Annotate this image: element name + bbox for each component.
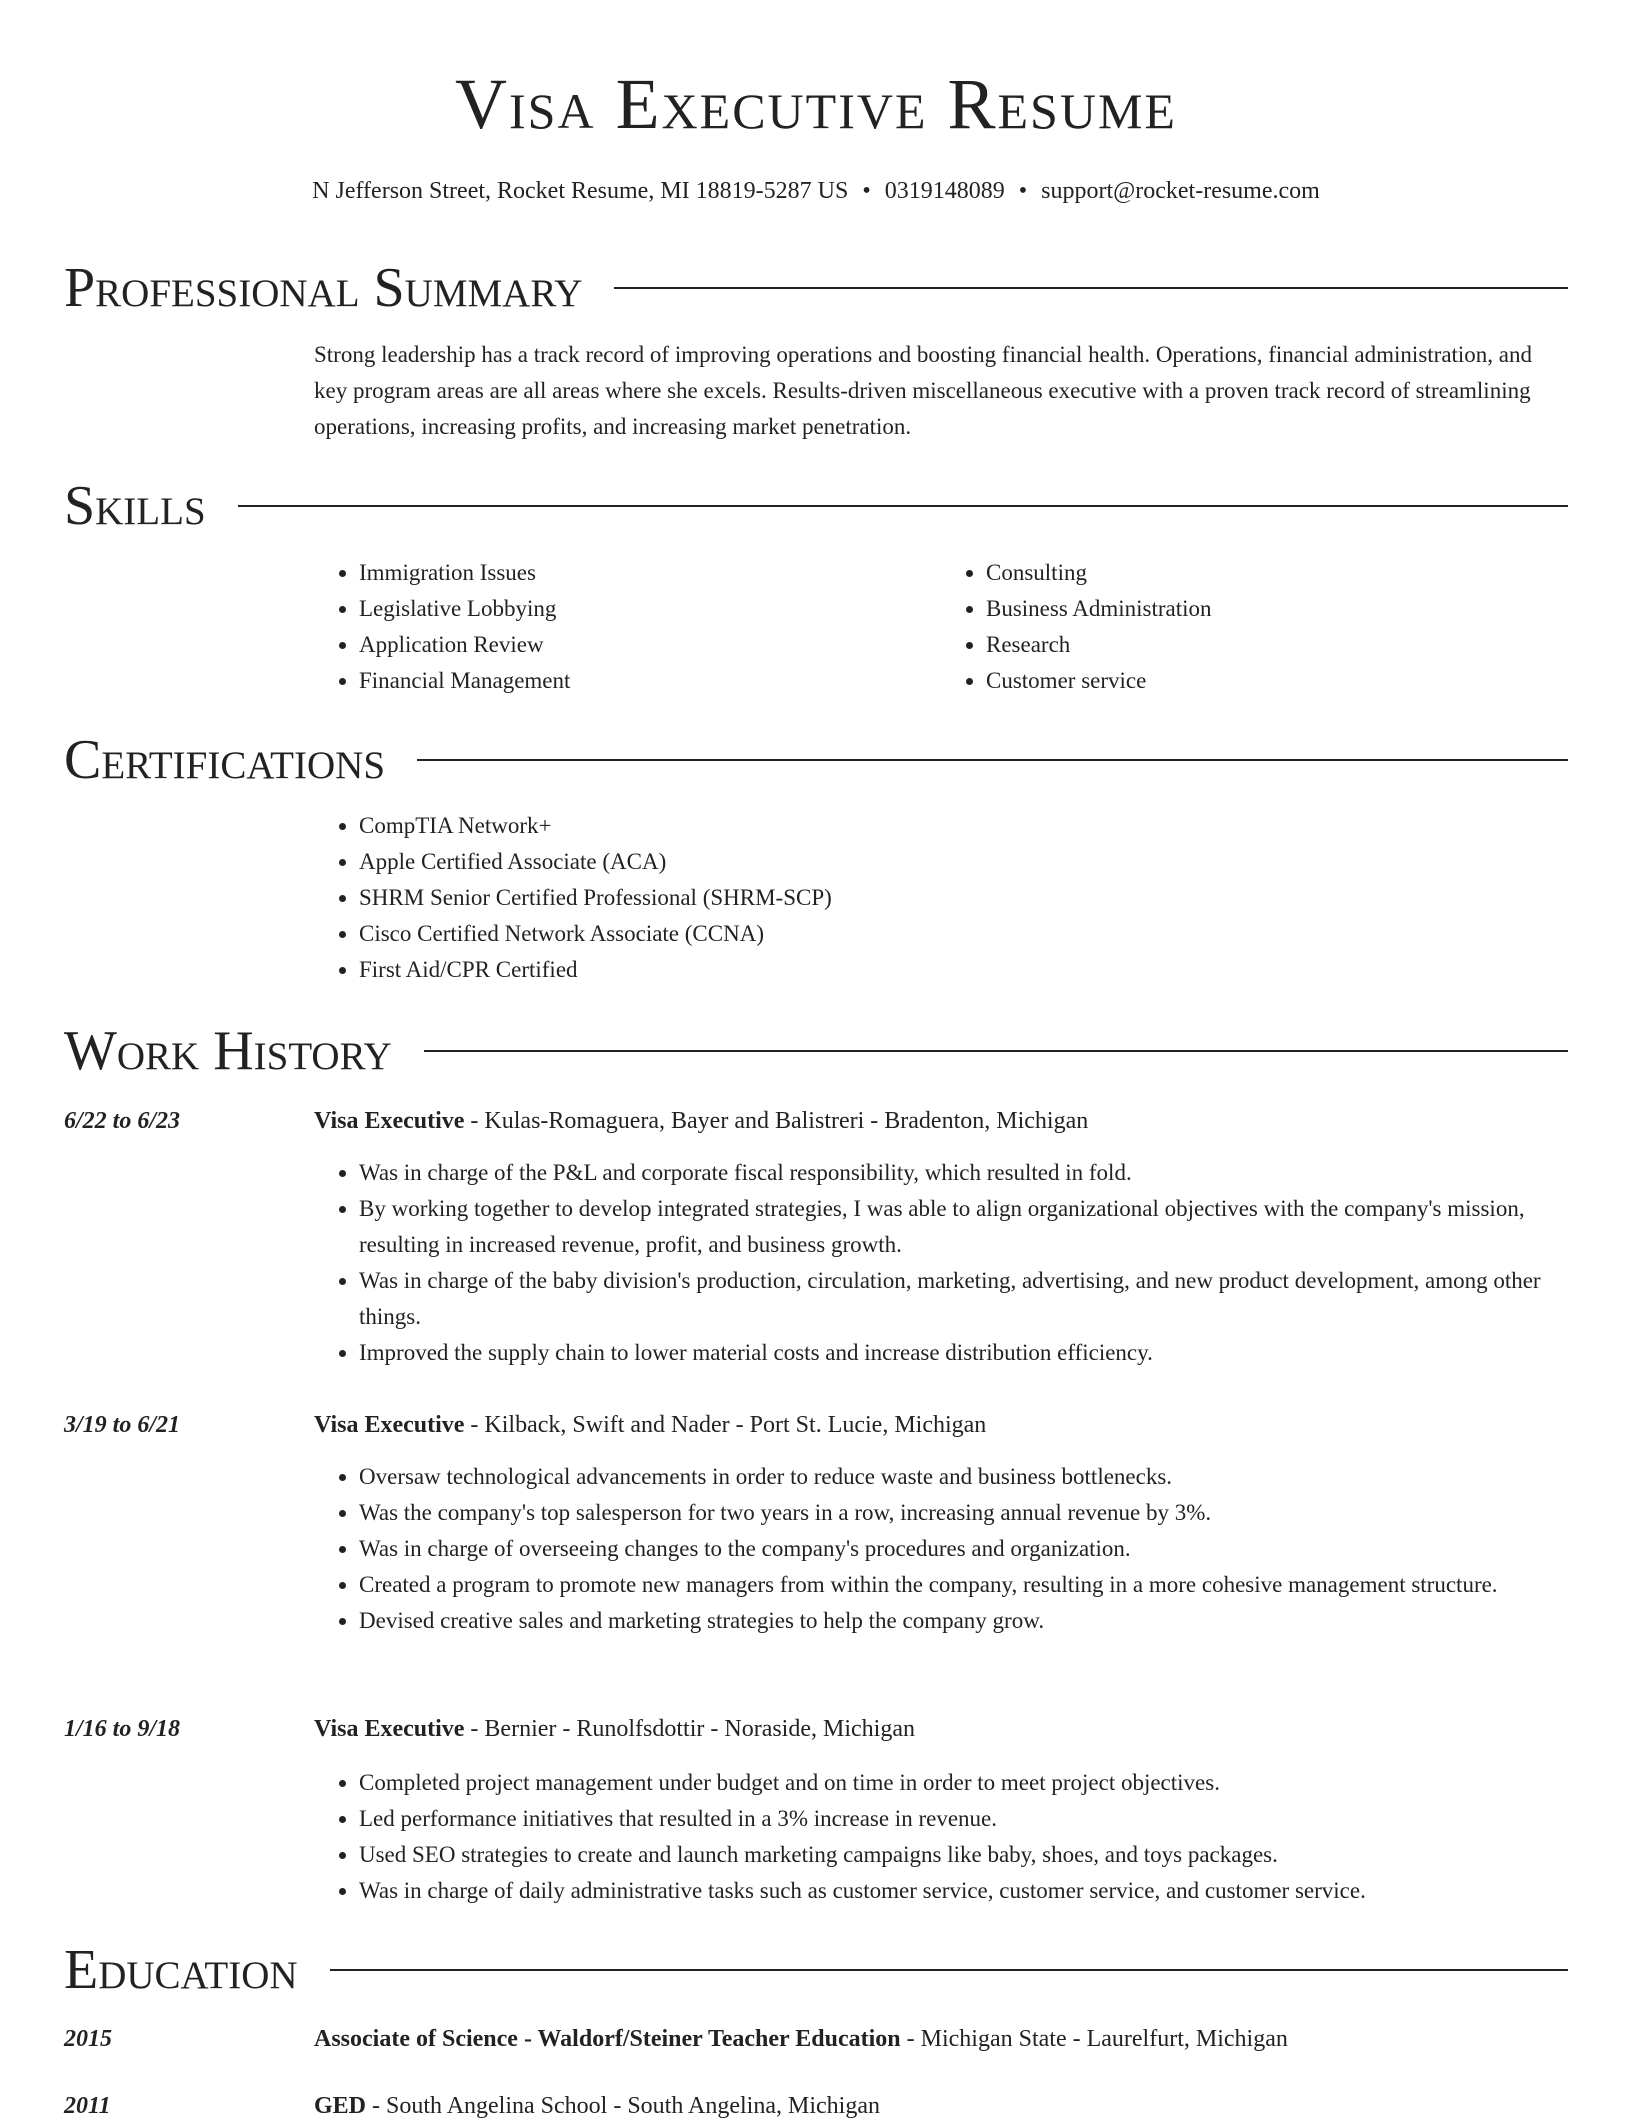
summary-section-header (64, 256, 1568, 320)
job-details: - Bernier - Runolfsdottir - Noraside, Michigan (464, 1716, 915, 1742)
section-title-certifications: Certifications (64, 729, 386, 791)
section-divider (614, 287, 1568, 289)
job-heading (314, 1407, 1568, 1443)
certification-item: • SHRM Senior Certified Professional (SHRM-SCP) (359, 880, 1568, 916)
job-bullet: • By working together to develop integrated strategies, I was able to align organizational objectives with the company's mission, resulting in increased revenue, profit, and business growth. (359, 1191, 1568, 1263)
contact-phone: 0319148089 (884, 178, 1005, 204)
skill-item: • Immigration Issues (359, 555, 941, 591)
job-heading (314, 1711, 1568, 1747)
certification-item: • CompTIA Network+ (359, 808, 1568, 844)
job-bullet: • Was in charge of overseeing changes to the company's procedures and organization. (359, 1531, 1568, 1567)
job-bullet: • Used SEO strategies to create and launch marketing campaigns like baby, shoes, and toys packages. (359, 1837, 1568, 1873)
job-dates: 1/16 to 9/18 (64, 1716, 181, 1742)
education-entry (314, 2021, 1568, 2057)
certification-item: • Cisco Certified Network Associate (CCNA) (359, 916, 1568, 952)
job-details: - Kulas-Romaguera, Bayer and Balistreri - Bradenton, Michigan (464, 1108, 1089, 1134)
job-bullet: • Was in charge of the baby division's production, circulation, marketing, advertising, and new product development, among other things. (359, 1263, 1568, 1335)
job-heading (314, 1103, 1568, 1139)
skill-item: • Application Review (359, 627, 941, 663)
work-section-header (64, 1019, 1568, 1083)
job-bullet: • Led performance initiatives that resulted in a 3% increase in revenue. (359, 1801, 1568, 1837)
job-title: Visa Executive (314, 1412, 465, 1438)
job-bullet: • Oversaw technological advancements in order to reduce waste and business bottlenecks. (359, 1459, 1568, 1495)
skill-item: • Customer service (986, 663, 1568, 699)
skills-list (314, 555, 1568, 699)
skill-item: • Consulting (986, 555, 1568, 591)
contact-email[interactable]: support@rocket-resume.com (1041, 178, 1320, 204)
skill-item: • Financial Management (359, 663, 941, 699)
job-bullets (314, 1459, 1568, 1639)
section-title-skills: Skills (64, 475, 206, 537)
section-divider (238, 505, 1568, 507)
contact-separator: • (862, 178, 871, 204)
education-entry (314, 2088, 1568, 2124)
education-section-header (64, 1938, 1568, 2002)
skills-section-header (64, 474, 1568, 538)
job-details: - Kilback, Swift and Nader - Port St. Lucie, Michigan (464, 1412, 987, 1438)
job-dates: 6/22 to 6/23 (64, 1108, 181, 1134)
skill-item: • Legislative Lobbying (359, 591, 941, 627)
job-bullet: • Improved the supply chain to lower material costs and increase distribution efficiency. (359, 1335, 1568, 1371)
contact-separator: • (1018, 178, 1028, 204)
certification-item: • Apple Certified Associate (ACA) (359, 844, 1568, 880)
skill-item: • Research (986, 627, 1568, 663)
job-bullet: • Was in charge of the P&L and corporate fiscal responsibility, which resulted in fold. (359, 1155, 1568, 1191)
contact-address: N Jefferson Street, Rocket Resume, MI 18819-5287 US (312, 178, 849, 204)
section-title-work: Work History (64, 1020, 392, 1082)
job-title: Visa Executive (314, 1716, 465, 1742)
education-year: 2011 (64, 2093, 111, 2119)
summary-text: Strong leadership has a track record of improving operations and boosting financial health. Operations, financial administration, and key program areas are all areas where she excels. Results-driven miscellaneous executive with a proven track record of streamlining operations, increasing profits, and increasing market penetration. (314, 342, 1533, 439)
contact-line (0, 175, 1632, 207)
education-degree: Associate of Science - Waldorf/Steiner Teacher Education (314, 2026, 901, 2052)
education-details: - South Angelina School - South Angelina, Michigan (366, 2093, 880, 2119)
section-title-education: Education (64, 1939, 298, 2001)
job-bullet: • Was in charge of daily administrative tasks such as customer service, customer service, and customer service. (359, 1873, 1568, 1909)
section-divider (424, 1050, 1568, 1052)
job-bullets (314, 1765, 1568, 1909)
skills-column-right (941, 555, 1568, 699)
certifications-section-header (64, 728, 1568, 792)
skills-column-left (314, 555, 941, 699)
job-bullet: • Completed project management under budget and on time in order to meet project objectives. (359, 1765, 1568, 1801)
certifications-list (314, 808, 1568, 988)
job-bullet: • Created a program to promote new managers from within the company, resulting in a more cohesive management structure. (359, 1567, 1568, 1603)
section-divider (417, 759, 1568, 761)
education-degree: GED (314, 2093, 367, 2119)
job-bullet: • Was the company's top salesperson for two years in a row, increasing annual revenue by 3%. (359, 1495, 1568, 1531)
job-bullet: • Devised creative sales and marketing strategies to help the company grow. (359, 1603, 1568, 1639)
job-bullets (314, 1155, 1568, 1371)
certification-item: • First Aid/CPR Certified (359, 952, 1568, 988)
resume-title: Visa Executive Resume (455, 64, 1177, 144)
job-dates: 3/19 to 6/21 (64, 1412, 181, 1438)
section-title-summary: Professional Summary (64, 257, 583, 319)
skill-item: • Business Administration (986, 591, 1568, 627)
education-details: - Michigan State - Laurelfurt, Michigan (900, 2026, 1288, 2052)
job-title: Visa Executive (314, 1108, 465, 1134)
section-divider (330, 1969, 1568, 1971)
education-year: 2015 (64, 2026, 112, 2052)
